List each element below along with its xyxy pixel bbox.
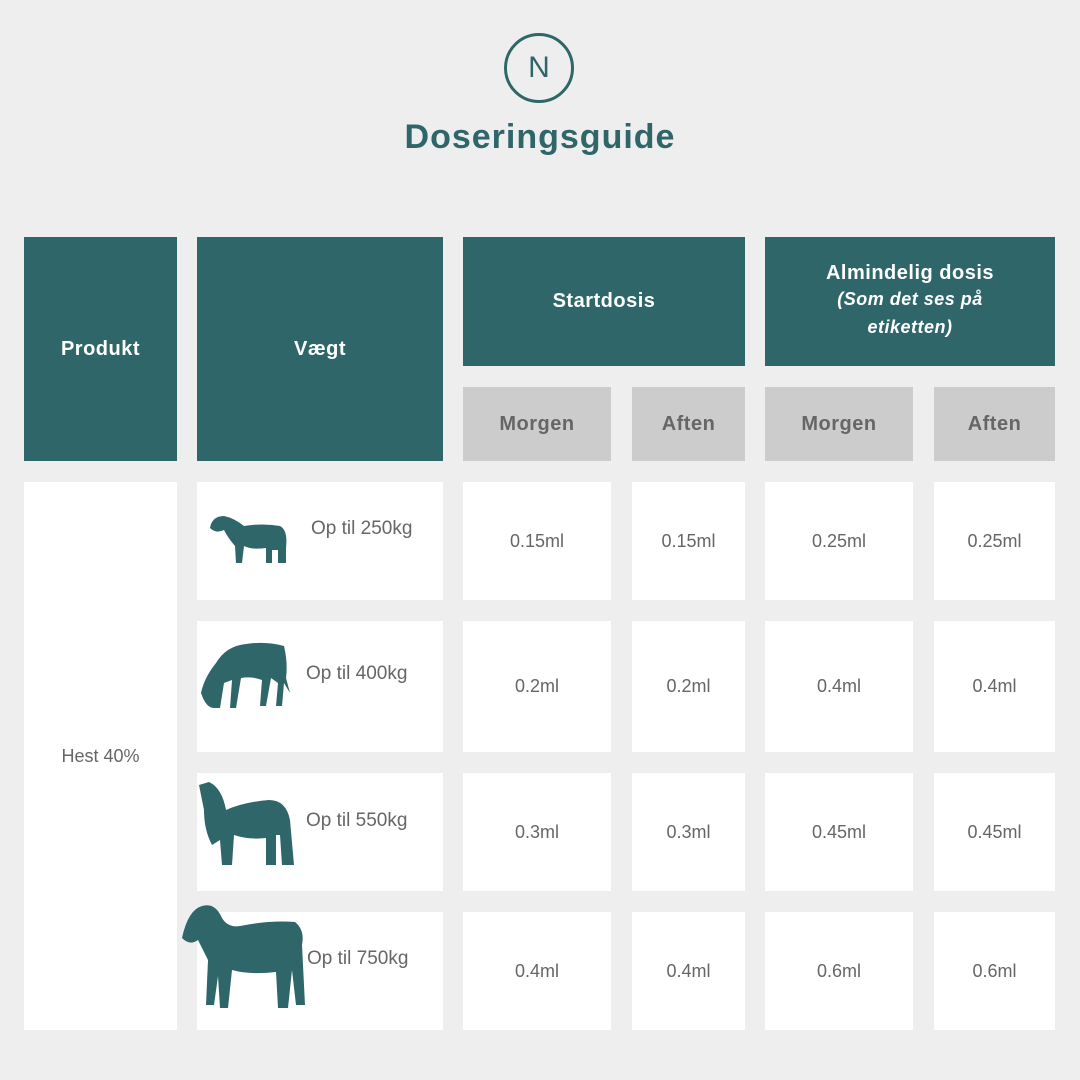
- dose-cell-start-aften: 0.2ml: [632, 621, 745, 752]
- header-produkt: Produkt: [24, 237, 177, 461]
- horse-icon: [180, 900, 310, 1020]
- dose-cell-start-morgen: 0.2ml: [463, 621, 611, 752]
- horse-icon: [202, 508, 292, 573]
- header-vaegt: Vægt: [197, 237, 443, 461]
- header-almindelig-note: (Som det ses på etiketten): [837, 289, 983, 337]
- header-startdosis: Startdosis: [463, 237, 745, 366]
- dose-cell-start-morgen: 0.3ml: [463, 773, 611, 891]
- dose-cell-alm-aften: 0.45ml: [934, 773, 1055, 891]
- dose-cell-start-aften: 0.15ml: [632, 482, 745, 600]
- weight-label: Op til 750kg: [307, 948, 409, 969]
- dose-cell-alm-aften: 0.25ml: [934, 482, 1055, 600]
- product-cell: Hest 40%: [24, 482, 177, 1030]
- weight-label: Op til 550kg: [306, 810, 408, 831]
- dose-cell-alm-morgen: 0.45ml: [765, 773, 913, 891]
- horse-icon: [194, 780, 299, 875]
- page-title: Doseringsguide: [404, 118, 676, 156]
- horse-icon: [196, 638, 291, 718]
- subheader-alm-aften: Aften: [934, 387, 1055, 461]
- weight-label: Op til 400kg: [306, 663, 408, 684]
- subheader-start-aften: Aften: [632, 387, 745, 461]
- dose-cell-alm-morgen: 0.6ml: [765, 912, 913, 1030]
- header-almindelig: Almindelig dosis (Som det ses på etiketten): [765, 237, 1055, 366]
- dose-cell-start-morgen: 0.4ml: [463, 912, 611, 1030]
- dose-cell-start-aften: 0.3ml: [632, 773, 745, 891]
- subheader-alm-morgen: Morgen: [765, 387, 913, 461]
- dose-cell-alm-aften: 0.6ml: [934, 912, 1055, 1030]
- dose-cell-start-aften: 0.4ml: [632, 912, 745, 1030]
- logo: N: [504, 33, 574, 103]
- dose-cell-alm-morgen: 0.25ml: [765, 482, 913, 600]
- weight-label: Op til 250kg: [311, 518, 413, 539]
- subheader-start-morgen: Morgen: [463, 387, 611, 461]
- dose-cell-start-morgen: 0.15ml: [463, 482, 611, 600]
- dose-cell-alm-aften: 0.4ml: [934, 621, 1055, 752]
- dose-cell-alm-morgen: 0.4ml: [765, 621, 913, 752]
